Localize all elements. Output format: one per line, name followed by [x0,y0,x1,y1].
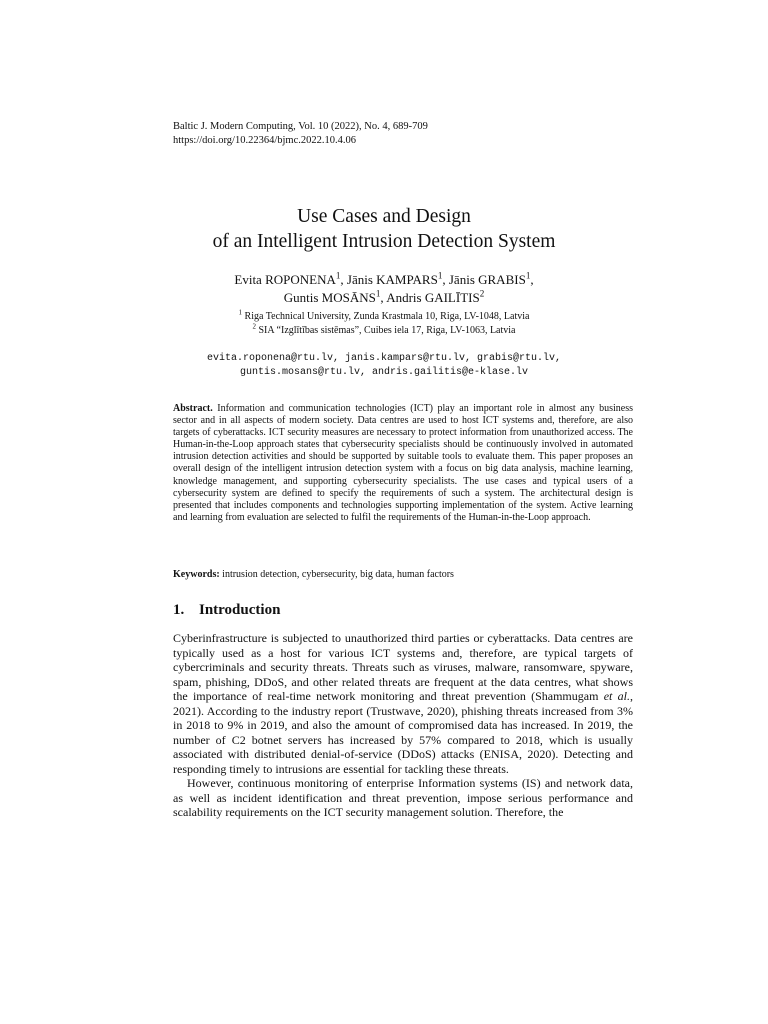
paragraph-2: However, continuous monitoring of enterprise Information systems (IS) and network data, as well as incident identification and threat prevention, impose serious performance and scalability requirements on the ICT security management solution. Therefore, the [173,776,633,819]
paragraph-1 [173,631,633,776]
affiliations [0,310,768,338]
email-line-1[interactable]: evita.roponena@rtu.lv, janis.kampars@rtu.lv, grabis@rtu.lv, [206,353,562,364]
author-separator: , [442,272,449,287]
author-line-2 [0,289,768,307]
title-line-1: Use Cases and Design [297,206,471,227]
abstract-text: Information and communication technologies (ICT) play an important role in almost any business sector and in all aspects of modern society. Data centres are used to host ICT systems and, therefore, are also targets of cyberattacks. ICT security measures are necessary to protect information from unauthorized access. The Human-in-the-Loop approach states that cybersecurity specialists should be continuously involved in automated intrusion detection activities and should be supported by suitable tools to evaluate them. This paper proposes an overall design of the intelligent intrusion detection system with a focus on big data analysis, machine learning, knowledge management, and supporting cybersecurity specialists. The use cases and typical users of a cybersecurity system are defined to specify the requirements of such a system. The architectural design is presented that includes components and technologies supporting implementation of the system. Active learning and learning from evaluation are selected to fulfil the requirements of the Human-in-the-Loop approach. [173,403,633,523]
section-title: Introduction [199,602,281,618]
author-separator: , [530,272,534,287]
paper-title [0,204,768,254]
email-line-2[interactable]: guntis.mosans@rtu.lv, andris.gailitis@e-klase.lv [239,367,529,378]
keywords-label: Keywords: [173,569,220,580]
author-name: Jānis GRABIS [448,272,526,287]
author-name: Jānis KAMPARS [346,272,438,287]
author-list [0,271,768,307]
author-line-1 [0,271,768,289]
keywords [173,568,633,581]
running-header [173,120,428,148]
author-affil-mark: 1 [437,270,443,281]
abstract-label: Abstract. [173,403,213,414]
paragraph-text: Cyberinfrastructure is subjected to unauthorized third parties or cyberattacks. Data centres are typically used as a host for various ICT systems and, therefore, are typical targets of cybercriminals and security threats. Threats such as viruses, malware, ransomware, spyware, spam, phishing, DDoS, and other related threats are frequent at the data centres, what shows the importance of real-time network monitoring and threat prevention (Shammugam [173,631,633,703]
author-affil-mark: 2 [479,288,485,299]
section-body [173,631,633,820]
affil-number: 2 [252,322,256,331]
doi-link[interactable]: https://doi.org/10.22364/bjmc.2022.10.4.06 [173,135,356,146]
author-name: Andris GAILĪTIS [386,290,480,305]
abstract [173,403,633,524]
section-number: 1. [173,602,185,618]
author-affil-mark: 1 [375,288,381,299]
affil-text: Riga Technical University, Zunda Krastmala 10, Riga, LV-1048, Latvia [244,311,530,322]
paragraph-text: , 2021). According to the industry report (Trustwave, 2020), phishing threats increased from 3% in 2018 to 9% in 2019, and also the amount of compromised data has increased. In 2019, the number of C2 botnet servers has increased by 57% compared to 2018, which is usually associated with distributed denial-of-service (DDoS) attacks (ENISA, 2020). Detecting and responding timely to intrusions are essential for tackling these threats. [173,689,633,776]
author-name: Guntis MOSĀNS [283,290,376,305]
journal-citation: Baltic J. Modern Computing, Vol. 10 (2022), No. 4, 689-709 [173,121,428,132]
author-name: Evita ROPONENA [234,272,336,287]
author-separator: , [340,272,347,287]
author-affil-mark: 1 [335,270,341,281]
section-heading [173,600,280,620]
affiliation-2 [0,324,768,338]
author-emails [0,352,768,380]
affil-text: SIA “Izglītības sistēmas”, Cuibes iela 17, Riga, LV-1063, Latvia [258,325,516,336]
affil-number: 1 [238,308,243,317]
author-affil-mark: 1 [525,270,531,281]
affiliation-1 [0,310,768,324]
title-line-2: of an Intelligent Intrusion Detection System [212,231,556,252]
author-separator: , [380,290,387,305]
keywords-text: intrusion detection, cybersecurity, big data, human factors [222,569,454,580]
citation-etal: et al. [603,689,630,703]
